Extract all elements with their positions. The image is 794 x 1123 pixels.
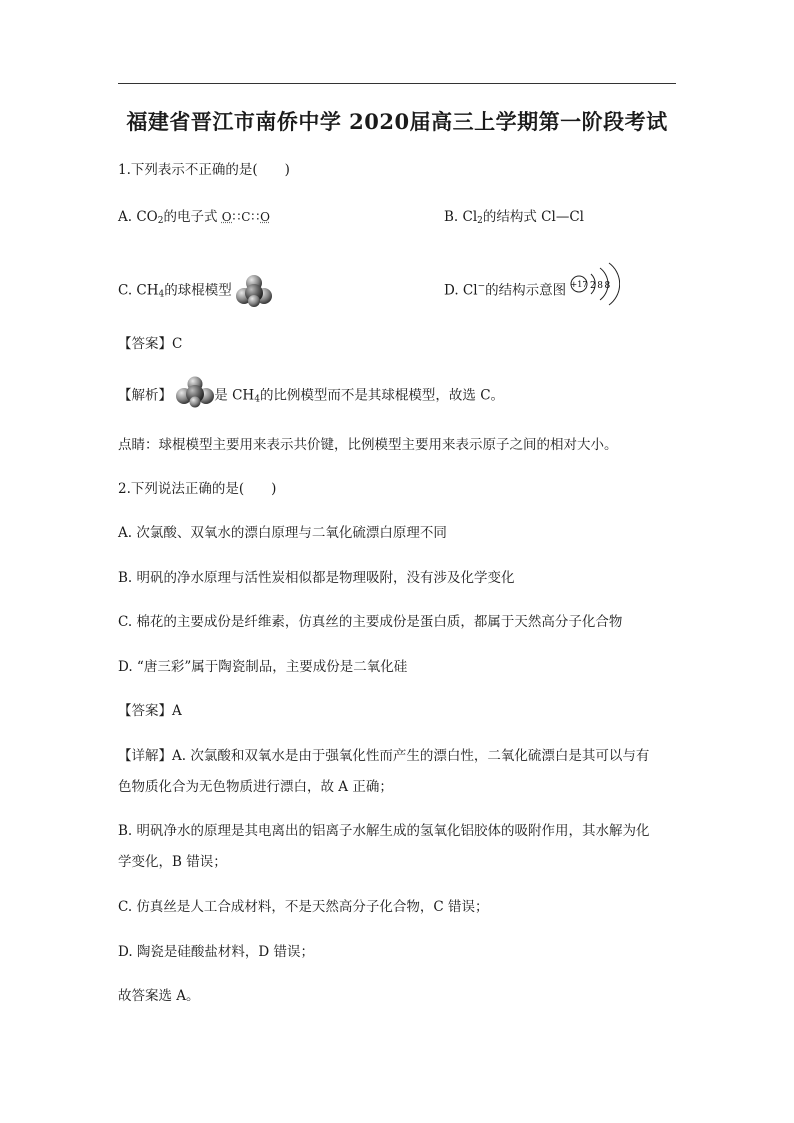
nucleus-charge-label: +17 [570, 280, 588, 289]
co2-electron-formula [222, 210, 271, 224]
q1-option-b-suffix: 的结构式 Cl—Cl [482, 209, 584, 225]
q2-detail-b-line2: 学变化，B 错误； [118, 854, 227, 870]
q1-option-c-sub: 4 [158, 289, 165, 300]
q2-detail-d: D. 陶瓷是硅酸盐材料，D 错误； [118, 944, 315, 960]
q1-option-a [118, 207, 271, 227]
chloride-ion-structure-diagram [570, 260, 620, 308]
q2-answer [118, 701, 182, 721]
q2-detail-a-line1 [118, 746, 649, 766]
q2-option-c: C. 棉花的主要成份是纤维素，仿真丝的主要成份是蛋白质，都属于天然高分子化合物 [118, 614, 623, 630]
q1-option-a-prefix: A. CO [118, 209, 158, 225]
q1-stem: 1.下列表示不正确的是( ) [118, 162, 290, 178]
q1-answer-value: C [172, 336, 183, 352]
q1-analysis-mid: 是 CH [214, 387, 255, 404]
q2-answer-label: 【答案】 [118, 703, 172, 719]
q1-analysis-sub: 4 [254, 394, 260, 405]
q1-option-a-sub: 2 [157, 216, 164, 226]
q1-analysis [118, 384, 504, 408]
q1-option-b-sub: 2 [477, 216, 483, 226]
q1-option-c-prefix: C. CH [118, 282, 159, 299]
q1-option-c-suffix: 的球棍模型 [164, 282, 232, 299]
q1-answer [118, 334, 182, 354]
q2-detail-label: 【详解】 [118, 748, 172, 764]
q1-note: 点睛：球棍模型主要用来表示共价键，比例模型主要用来表示原子之间的相对大小。 [118, 437, 618, 453]
page-title: 福建省晋江市南侨中学 2020届高三上学期第一阶段考试 [126, 109, 668, 134]
q2-option-a: A. 次氯酸、双氧水的漂白原理与二氧化硫漂白原理不同 [118, 525, 447, 541]
q2-detail-b-line1: B. 明矾净水的原理是其电离出的铝离子水解生成的氢氧化铝胶体的吸附作用，其水解为化 [118, 823, 650, 839]
q2-conclusion: 故答案选 A。 [118, 988, 200, 1004]
q1-option-d [444, 274, 620, 308]
q1-option-d-prefix: D. Cl [444, 282, 478, 299]
q1-analysis-rest: 的比例模型而不是其球棍模型，故选 C。 [259, 387, 505, 404]
q2-detail-a-line2: 色物质化合为无色物质进行漂白，故 A 正确； [118, 779, 393, 795]
formula-sep-2: ∷ [251, 210, 261, 224]
q2-option-d: D. “唐三彩”属于陶瓷制品，主要成份是二氧化硅 [118, 659, 408, 675]
q1-option-a-suffix: 的电子式 [163, 209, 218, 225]
q2-detail-a-text: A. 次氯酸和双氧水是由于强氧化性而产生的漂白性，二氧化硫漂白是其可以与有 [172, 748, 650, 764]
q2-option-b: B. 明矾的净水原理与活性炭相似都是物理吸附，没有涉及化学变化 [118, 570, 515, 586]
q1-option-d-sup: − [477, 281, 486, 292]
q2-detail-c: C. 仿真丝是人工合成材料，不是天然高分子化合物，C 错误； [118, 899, 489, 915]
electron-shell-counts: 288 [590, 281, 613, 291]
q1-answer-label: 【答案】 [118, 336, 172, 352]
q1-option-c [118, 274, 272, 308]
q2-answer-value: A [172, 703, 182, 719]
q1-option-b [444, 207, 584, 227]
q1-option-d-suffix: 的结构示意图 [485, 282, 567, 299]
formula-o-right: O [260, 210, 271, 224]
formula-sep-1: ∷ [232, 210, 242, 224]
methane-space-filling-model-icon [176, 376, 214, 408]
q1-option-b-prefix: B. Cl [444, 209, 478, 225]
q2-stem: 2.下列说法正确的是( ) [118, 481, 277, 497]
methane-space-filling-model-icon [236, 274, 272, 308]
q1-analysis-label: 【解析】 [118, 387, 172, 404]
formula-c: C [241, 210, 252, 224]
header-rule [118, 83, 676, 84]
formula-o-left: O [221, 210, 233, 224]
